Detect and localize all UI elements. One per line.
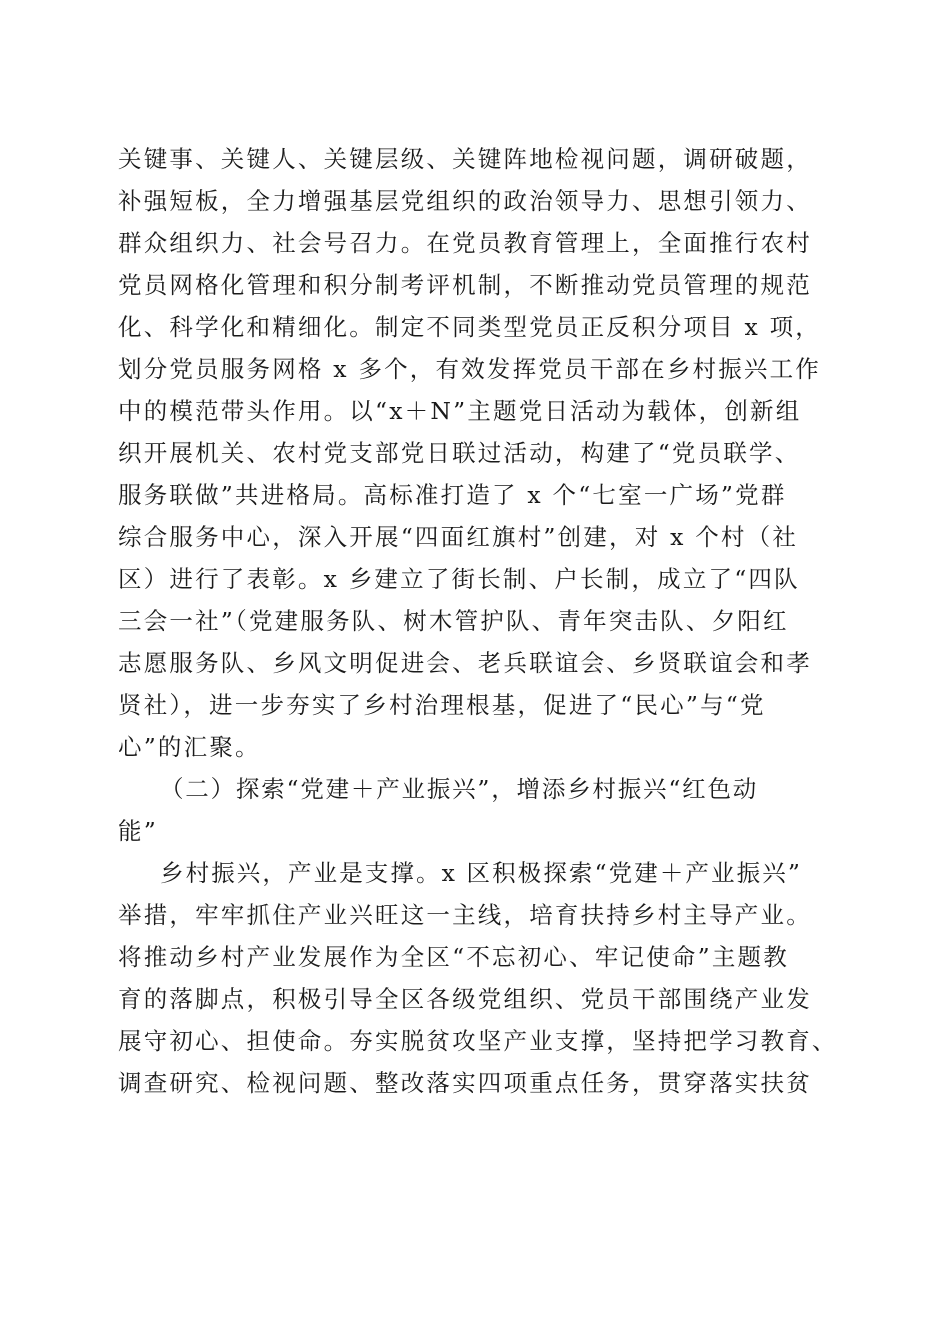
- paragraph2-line-6: 调查研究、检视问题、整改落实四项重点任务，贯穿落实扶贫: [118, 1069, 812, 1097]
- paragraph2-line-5: 展守初心、担使命。夯实脱贫攻坚产业支撑，坚持把学习教育、: [118, 1027, 838, 1055]
- section-heading-line-1: （二）探索“党建＋产业振兴”，增添乡村振兴“红色动: [160, 775, 759, 803]
- paragraph-line-11: 区）进行了表彰。x 乡建立了街长制、户长制，成立了“四队: [118, 565, 800, 593]
- paragraph2-line-2: 举措，牢牢抓住产业兴旺这一主线，培育扶持乡村主导产业。: [118, 901, 812, 929]
- paragraph-line-6: 划分党员服务网格 x 多个，有效发挥党员干部在乡村振兴工作: [118, 355, 821, 383]
- paragraph2-line-3: 将推动乡村产业发展作为全区“不忘初心、牢记使命”主题教: [118, 943, 789, 971]
- paragraph-line-5: 化、科学化和精细化。制定不同类型党员正反积分项目 x 项，: [118, 313, 821, 341]
- paragraph-line-3: 群众组织力、社会号召力。在党员教育管理上，全面推行农村: [118, 229, 812, 257]
- paragraph-line-4: 党员网格化管理和积分制考评机制，不断推动党员管理的规范: [118, 271, 812, 299]
- paragraph-line-7: 中的模范带头作用。以“x＋N”主题党日活动为载体，创新组: [118, 397, 802, 425]
- paragraph2-line-4: 育的落脚点，积极引导全区各级党组织、党员干部围绕产业发: [118, 985, 812, 1013]
- paragraph-line-10: 综合服务中心，深入开展“四面红旗村”创建，对 x 个村（社: [118, 523, 799, 551]
- paragraph-line-13: 志愿服务队、乡风文明促进会、老兵联谊会、乡贤联谊会和孝: [118, 649, 812, 677]
- paragraph-line-15: 心”的汇聚。: [118, 733, 261, 761]
- paragraph-line-1: 关键事、关键人、关键层级、关键阵地检视问题，调研破题，: [118, 145, 812, 173]
- paragraph-line-14: 贤社），进一步夯实了乡村治理根基，促进了“民心”与“党: [118, 691, 766, 719]
- section-heading-line-2: 能”: [118, 817, 158, 845]
- paragraph2-line-1: 乡村振兴，产业是支撑。x 区积极探索“党建＋产业振兴”: [160, 859, 802, 887]
- paragraph-line-2: 补强短板，全力增强基层党组织的政治领导力、思想引领力、: [118, 187, 812, 215]
- paragraph-line-8: 织开展机关、农村党支部党日联过活动，构建了“党员联学、: [118, 439, 801, 467]
- paragraph-line-9: 服务联做”共进格局。高标准打造了 x 个“七室一广场”党群: [118, 481, 787, 509]
- paragraph-line-12: 三会一社”（党建服务队、树木管护队、青年突击队、夕阳红: [118, 607, 789, 635]
